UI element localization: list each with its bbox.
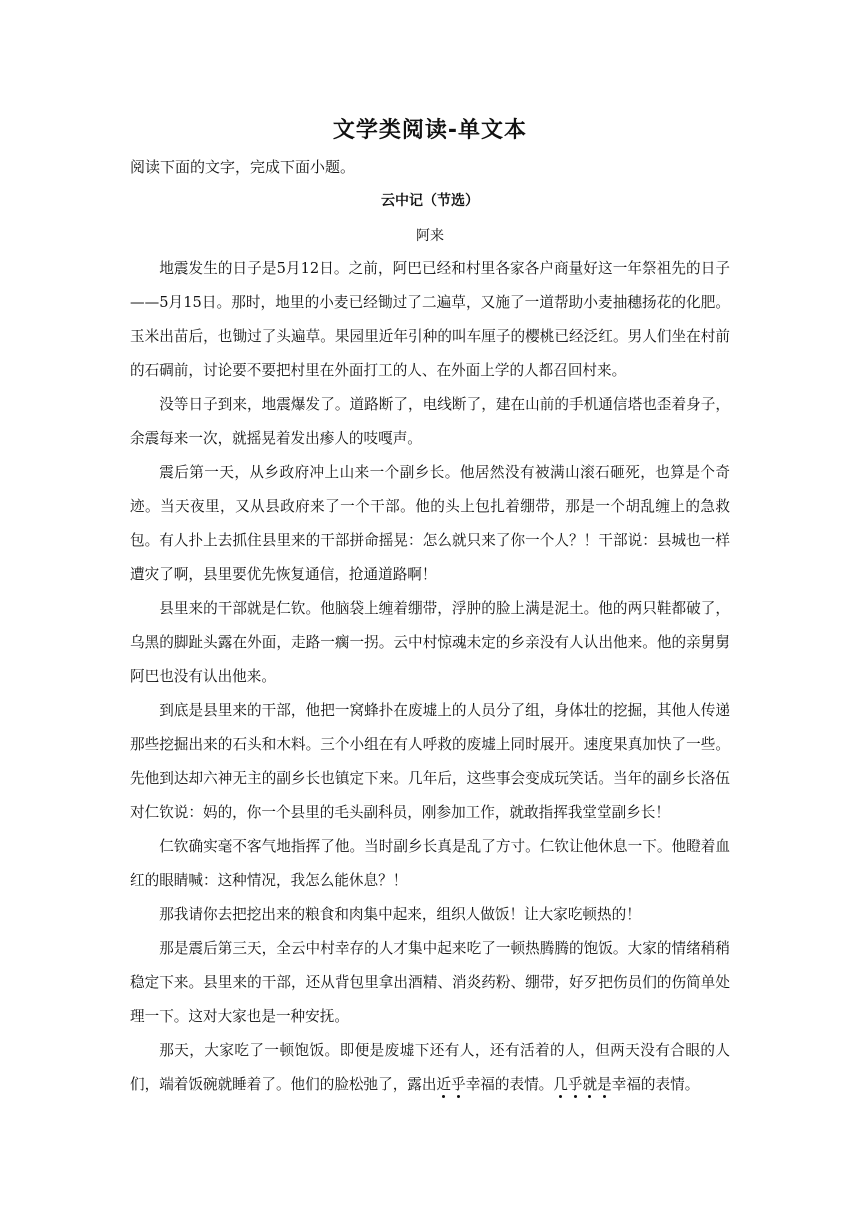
- paragraph: 那我请你去把挖出来的粮食和肉集中起来，组织人做饭！让大家吃顿热的！: [159, 906, 641, 923]
- article-body: [130, 252, 730, 1102]
- reading-instruction: 阅读下面的文字，完成下面小题。: [130, 158, 356, 176]
- article-title: 云中记（节选）: [381, 193, 479, 209]
- paragraph: 没等日子到来，地震爆发了。道路断了，电线断了，建在山前的手机通信塔也歪着身子，余震每来一次，就摇晃着发出瘆人的吱嘎声。: [130, 396, 730, 447]
- paragraph-text: 那天，大家吃了一顿饱饭。即便是废墟下还有人，还有活着的人，但两天没有合眼的人们，端着饭碗就睡着了。他们的脸松弛了，露出: [130, 1042, 730, 1093]
- emphasized-phrase: [436, 1076, 465, 1093]
- paragraph: 县里来的干部就是仁钦。他脑袋上缠着绷带，浮肿的脸上满是泥土。他的两只鞋都破了，乌黑的脚趾头露在外面，走路一瘸一拐。云中村惊魂未定的乡亲没有人认出他来。他的亲舅舅阿巴也没有认出他来。: [130, 600, 730, 685]
- paragraph: 地震发生的日子是5月12日。之前，阿巴已经和村里各家各户商量好这一年祭祖先的日子——5月15日。那时，地里的小麦已经锄过了二遍草，又施了一道帮助小麦抽穗扬花的化肥。玉米出苗后，也锄过了头遍草。果园里近年引种的叫车厘子的樱桃已经泛红。男人们坐在村前的石碉前，讨论要不要把村里在外面打工的人、在外面上学的人都召回村来。: [130, 260, 730, 379]
- paragraph-text: 幸福的表情。: [611, 1076, 700, 1093]
- emphasis-dot-char: 是: [597, 1076, 612, 1093]
- emphasis-dot-char: 乎: [567, 1076, 583, 1093]
- document-title: 文学类阅读-单文本: [332, 118, 528, 143]
- paragraph-last: [130, 1034, 730, 1102]
- paragraph-text: 幸福的表情。: [465, 1076, 554, 1093]
- emphasis-dot-char: 就: [582, 1076, 598, 1093]
- emphasis-dot-char: 乎: [451, 1076, 466, 1093]
- paragraph: 仁钦确实毫不客气地指挥了他。当时副乡长真是乱了方寸。仁钦让他休息一下。他瞪着血红的眼睛喊：这种情况，我怎么能休息？！: [130, 838, 730, 889]
- emphasis-dot-char: 几: [553, 1076, 568, 1093]
- emphasis-dot-char: 近: [436, 1076, 452, 1093]
- paragraph: 那是震后第三天，全云中村幸存的人才集中起来吃了一顿热腾腾的饱饭。大家的情绪稍稍稳定下来。县里来的干部，还从背包里拿出酒精、消炎药粉、绷带，好歹把伤员们的伤简单处理一下。这对大家也是一种安抚。: [130, 940, 730, 1025]
- article-author: 阿来: [416, 228, 444, 244]
- emphasized-phrase: [553, 1076, 611, 1093]
- paragraph: 到底是县里来的干部，他把一窝蜂扑在废墟上的人员分了组，身体壮的挖掘，其他人传递那些挖掘出来的石头和木料。三个小组在有人呼救的废墟上同时展开。速度果真加快了一些。先他到达却六神无主的副乡长也镇定下来。几年后，这些事会变成玩笑话。当年的副乡长洛伍对仁钦说：妈的，你一个县里的毛头副科员，刚参加工作，就敢指挥我堂堂副乡长！: [130, 702, 730, 821]
- paragraph: 震后第一天，从乡政府冲上山来一个副乡长。他居然没有被满山滚石砸死，也算是个奇迹。当天夜里，又从县政府来了一个干部。他的头上包扎着绷带，那是一个胡乱缠上的急救包。有人扑上去抓住县里来的干部拼命摇晃：怎么就只来了你一个人？！干部说：县城也一样遭灾了啊，县里要优先恢复通信，抢通道路啊！: [130, 464, 730, 583]
